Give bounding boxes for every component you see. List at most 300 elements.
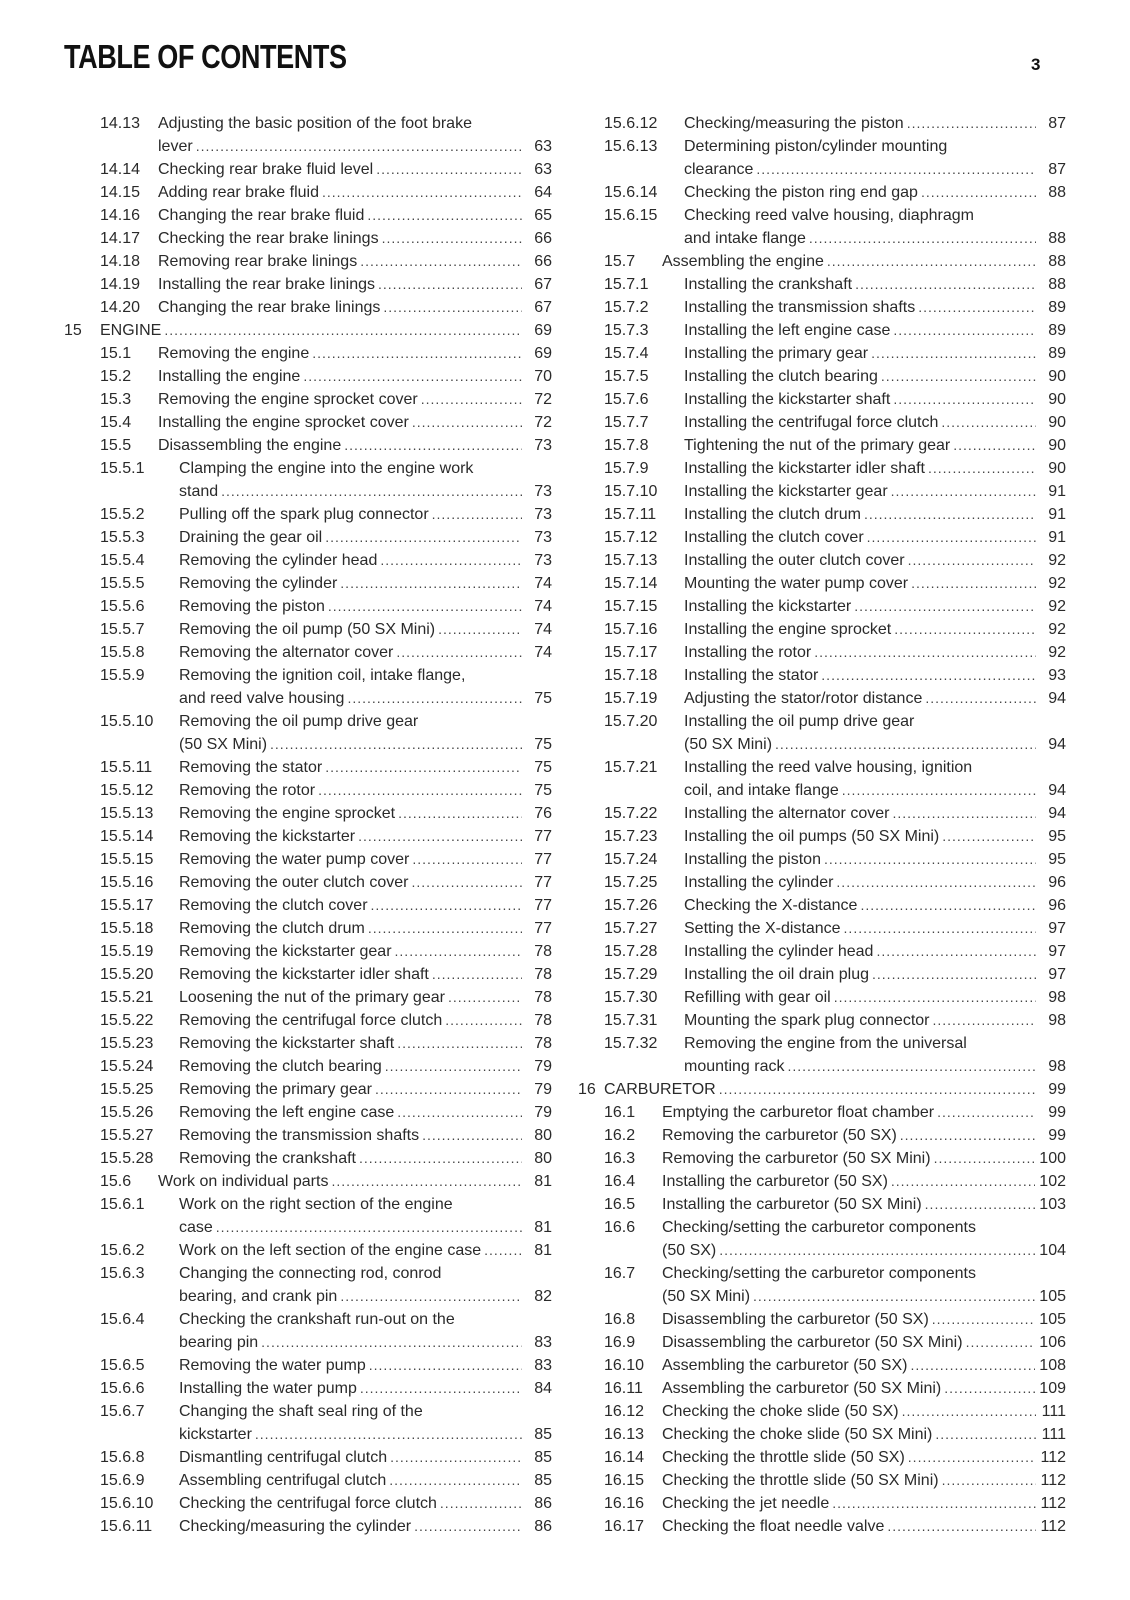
entry-title: Changing the rear brake linings [158, 299, 381, 316]
page-ref[interactable]: 112 [1040, 1495, 1066, 1512]
page-ref[interactable]: 89 [1048, 299, 1066, 316]
dot-leader [360, 250, 522, 273]
toc-entry[interactable] [578, 1515, 1066, 1538]
page-ref[interactable]: 98 [1048, 1058, 1066, 1075]
toc-entry[interactable] [578, 250, 1066, 273]
page-ref[interactable]: 103 [1039, 1196, 1066, 1213]
toc-entry[interactable] [64, 388, 552, 411]
dot-leader [908, 549, 1036, 572]
section-number: 15.7.2 [604, 299, 649, 316]
toc-entry[interactable] [578, 273, 1066, 296]
page-ref[interactable]: 85 [534, 1426, 552, 1443]
toc-entry[interactable] [64, 1078, 552, 1101]
toc-entry[interactable] [578, 963, 1066, 986]
toc-entry[interactable] [578, 894, 1066, 917]
dot-leader [312, 342, 522, 365]
toc-entry[interactable] [578, 1423, 1066, 1446]
toc-entry[interactable] [578, 756, 1066, 802]
toc-entry[interactable] [578, 112, 1066, 135]
page-ref[interactable]: 75 [534, 782, 552, 799]
entry-title: Checking the choke slide (50 SX Mini) [662, 1426, 933, 1443]
toc-entry[interactable] [64, 963, 552, 986]
page-ref[interactable]: 86 [534, 1518, 552, 1535]
page-ref[interactable]: 72 [534, 391, 552, 408]
toc-entry[interactable] [578, 434, 1066, 457]
toc-entry[interactable] [578, 1400, 1066, 1423]
entry-title: Checking/measuring the piston [684, 115, 904, 132]
toc-entry[interactable] [64, 1308, 552, 1354]
page-ref[interactable]: 92 [1048, 644, 1066, 661]
page-ref[interactable]: 85 [534, 1449, 552, 1466]
section-number: 15.7.17 [604, 644, 658, 661]
page-ref[interactable]: 92 [1048, 552, 1066, 569]
page-ref[interactable]: 94 [1048, 805, 1066, 822]
page-ref[interactable]: 108 [1039, 1357, 1066, 1374]
section-number: 15.7.7 [604, 414, 649, 431]
entry-title: Checking/setting the carburetor components [662, 1265, 976, 1282]
page-ref[interactable]: 80 [534, 1150, 552, 1167]
page-ref[interactable]: 76 [534, 805, 552, 822]
dot-leader [756, 158, 1036, 181]
entry-title: (50 SX Mini) [662, 1288, 751, 1305]
page-ref[interactable]: 69 [534, 322, 552, 339]
toc-entry[interactable] [578, 572, 1066, 595]
entry-title: Disassembling the engine [158, 437, 342, 454]
page-ref[interactable]: 64 [534, 184, 552, 201]
entry-title: Assembling centrifugal clutch [179, 1472, 387, 1489]
section-number: 15.7.20 [604, 713, 658, 730]
page-ref[interactable]: 80 [534, 1127, 552, 1144]
page-ref[interactable]: 95 [1048, 828, 1066, 845]
toc-entry[interactable] [578, 618, 1066, 641]
page-ref[interactable]: 77 [534, 874, 552, 891]
dot-leader [867, 526, 1036, 549]
dot-leader [432, 963, 522, 986]
toc-entry[interactable] [578, 1193, 1066, 1216]
page-ref[interactable]: 74 [534, 644, 552, 661]
toc-entry[interactable] [578, 664, 1066, 687]
page-ref[interactable]: 90 [1048, 437, 1066, 454]
dot-leader [824, 848, 1036, 871]
toc-entry[interactable] [578, 1262, 1066, 1308]
page-ref[interactable]: 88 [1048, 230, 1066, 247]
dot-leader [375, 1078, 522, 1101]
page-ref[interactable]: 77 [534, 851, 552, 868]
toc-entry[interactable] [64, 940, 552, 963]
page-ref[interactable]: 112 [1040, 1518, 1066, 1535]
page-ref[interactable]: 109 [1039, 1380, 1066, 1397]
toc-entry[interactable] [64, 503, 552, 526]
toc-entry[interactable] [578, 1101, 1066, 1124]
dot-leader [359, 1147, 522, 1170]
entry-title: Installing the oil pump drive gear [684, 713, 915, 730]
section-number: 16.10 [604, 1357, 645, 1374]
toc-entry[interactable] [64, 1469, 552, 1492]
toc-entry[interactable] [64, 641, 552, 664]
toc-entry[interactable] [64, 273, 552, 296]
page-ref[interactable]: 82 [534, 1288, 552, 1305]
page-ref[interactable]: 79 [534, 1104, 552, 1121]
page-ref[interactable]: 94 [1048, 736, 1066, 753]
toc-entry[interactable] [578, 319, 1066, 342]
page-ref[interactable]: 74 [534, 598, 552, 615]
toc-entry[interactable] [578, 388, 1066, 411]
section-number: 15.5.28 [100, 1150, 154, 1167]
section-number: 15.6.6 [100, 1380, 145, 1397]
page-ref[interactable]: 79 [534, 1081, 552, 1098]
page-ref[interactable]: 90 [1048, 391, 1066, 408]
page-ref[interactable]: 67 [534, 299, 552, 316]
toc-entry[interactable] [578, 986, 1066, 1009]
page-ref[interactable]: 98 [1048, 1012, 1066, 1029]
page-ref[interactable]: 104 [1039, 1242, 1066, 1259]
section-number: 15.7.10 [604, 483, 658, 500]
page-ref[interactable]: 95 [1048, 851, 1066, 868]
page-ref[interactable]: 85 [534, 1472, 552, 1489]
toc-entry[interactable] [578, 1124, 1066, 1147]
page-ref[interactable]: 111 [1041, 1403, 1066, 1420]
toc-entry[interactable] [578, 296, 1066, 319]
page-ref[interactable]: 66 [534, 253, 552, 270]
toc-entry[interactable] [64, 1193, 552, 1239]
page-ref[interactable]: 89 [1048, 345, 1066, 362]
toc-entry[interactable] [578, 1469, 1066, 1492]
page-ref[interactable]: 102 [1039, 1173, 1066, 1190]
page-ref[interactable]: 81 [534, 1219, 552, 1236]
page-ref[interactable]: 73 [534, 552, 552, 569]
dot-leader [412, 848, 522, 871]
toc-entry[interactable] [64, 1147, 552, 1170]
entry-title: Installing the stator [684, 667, 819, 684]
dot-leader [891, 1170, 1035, 1193]
page-ref[interactable]: 90 [1048, 460, 1066, 477]
page-ref[interactable]: 99 [1048, 1104, 1066, 1121]
toc-entry[interactable] [64, 894, 552, 917]
section-number: 15.4 [100, 414, 132, 431]
toc-entry[interactable] [578, 1009, 1066, 1032]
dot-leader [325, 526, 522, 549]
toc-entry[interactable] [64, 871, 552, 894]
section-number: 15.5.12 [100, 782, 154, 799]
page-ref[interactable]: 88 [1048, 253, 1066, 270]
toc-entry[interactable] [64, 1170, 552, 1193]
toc-entry[interactable] [578, 1331, 1066, 1354]
section-number: 15.5.11 [100, 759, 153, 776]
page-ref[interactable]: 112 [1040, 1449, 1066, 1466]
page-ref[interactable]: 96 [1048, 874, 1066, 891]
entry-title: Installing the engine sprocket [684, 621, 892, 638]
toc-entry[interactable] [64, 595, 552, 618]
page-ref[interactable]: 112 [1040, 1472, 1066, 1489]
page-ref[interactable]: 75 [534, 736, 552, 753]
dot-leader [925, 1193, 1036, 1216]
toc-chapter-entry[interactable] [64, 319, 552, 342]
toc-entry[interactable] [64, 457, 552, 503]
toc-entry[interactable] [578, 848, 1066, 871]
toc-entry[interactable] [64, 917, 552, 940]
page-ref[interactable]: 83 [534, 1357, 552, 1374]
page-ref[interactable]: 91 [1048, 483, 1066, 500]
section-number: 16.4 [604, 1173, 636, 1190]
toc-entry[interactable] [64, 618, 552, 641]
toc-entry[interactable] [64, 112, 552, 158]
entry-title: Assembling the engine [662, 253, 824, 270]
toc-entry[interactable] [578, 1354, 1066, 1377]
entry-title: Removing the carburetor (50 SX) [662, 1127, 897, 1144]
page-ref[interactable]: 77 [534, 920, 552, 937]
toc-column-left [64, 112, 552, 1538]
page-ref[interactable]: 74 [534, 621, 552, 638]
section-number: 16.15 [604, 1472, 645, 1489]
page-ref[interactable]: 91 [1048, 529, 1066, 546]
toc-entry[interactable] [64, 1055, 552, 1078]
dot-leader [371, 894, 522, 917]
toc-entry[interactable] [64, 342, 552, 365]
toc-entry[interactable] [64, 1239, 552, 1262]
page-ref[interactable]: 111 [1041, 1426, 1066, 1443]
page-ref[interactable]: 63 [534, 138, 552, 155]
page-ref[interactable]: 70 [534, 368, 552, 385]
page-ref[interactable]: 100 [1039, 1150, 1066, 1167]
section-number: 16.9 [604, 1334, 636, 1351]
page-ref[interactable]: 72 [534, 414, 552, 431]
page-ref[interactable]: 75 [534, 690, 552, 707]
entry-title: bearing pin [179, 1334, 259, 1351]
toc-entry[interactable] [64, 825, 552, 848]
dot-leader [340, 1285, 522, 1308]
toc-entry[interactable] [578, 1377, 1066, 1400]
page-ref[interactable]: 73 [534, 483, 552, 500]
toc-entry[interactable] [64, 1032, 552, 1055]
toc-entry[interactable] [578, 181, 1066, 204]
section-number: 15.7.13 [604, 552, 658, 569]
toc-entry[interactable] [578, 871, 1066, 894]
page-ref[interactable]: 99 [1048, 1081, 1066, 1098]
entry-title: Installing the centrifugal force clutch [684, 414, 939, 431]
page-ref[interactable]: 69 [534, 345, 552, 362]
toc-entry[interactable] [64, 1354, 552, 1377]
toc-chapter-entry[interactable] [578, 1078, 1066, 1101]
page-ref[interactable]: 83 [534, 1334, 552, 1351]
toc-entry[interactable] [578, 1446, 1066, 1469]
entry-title: Loosening the nut of the primary gear [179, 989, 445, 1006]
toc-entry[interactable] [64, 1009, 552, 1032]
toc-entry[interactable] [578, 595, 1066, 618]
page-ref[interactable]: 88 [1048, 184, 1066, 201]
page-ref[interactable]: 94 [1048, 782, 1066, 799]
page-ref[interactable]: 77 [534, 828, 552, 845]
toc-entry[interactable] [64, 181, 552, 204]
toc-entry[interactable] [64, 434, 552, 457]
dot-leader [270, 733, 522, 756]
section-number: 16.11 [604, 1380, 643, 1397]
dot-leader [860, 894, 1036, 917]
toc-entry[interactable] [578, 365, 1066, 388]
page-ref[interactable]: 81 [534, 1173, 552, 1190]
page-ref[interactable]: 81 [534, 1242, 552, 1259]
toc-entry[interactable] [64, 1400, 552, 1446]
page-ref[interactable]: 84 [534, 1380, 552, 1397]
section-number: 15 [64, 322, 82, 339]
toc-entry[interactable] [578, 940, 1066, 963]
toc-entry[interactable] [64, 365, 552, 388]
toc-entry[interactable] [64, 1492, 552, 1515]
page-ref[interactable]: 90 [1048, 368, 1066, 385]
dot-leader [380, 549, 522, 572]
dot-leader [872, 963, 1036, 986]
toc-entry[interactable] [64, 756, 552, 779]
toc-entry[interactable] [64, 572, 552, 595]
page-ref[interactable]: 105 [1039, 1311, 1066, 1328]
toc-entry[interactable] [64, 1262, 552, 1308]
toc-entry[interactable] [578, 204, 1066, 250]
toc-entry[interactable] [578, 825, 1066, 848]
toc-entry[interactable] [578, 917, 1066, 940]
toc-entry[interactable] [64, 250, 552, 273]
page-ref[interactable]: 94 [1048, 690, 1066, 707]
page-ref[interactable]: 97 [1048, 943, 1066, 960]
toc-entry[interactable] [64, 1515, 552, 1538]
entry-title: Removing the water pump cover [179, 851, 410, 868]
entry-title: Removing the centrifugal force clutch [179, 1012, 443, 1029]
page-ref[interactable]: 89 [1048, 322, 1066, 339]
page-ref[interactable]: 73 [534, 529, 552, 546]
page-ref[interactable]: 65 [534, 207, 552, 224]
dot-leader [164, 319, 522, 342]
toc-entry[interactable] [578, 503, 1066, 526]
page-ref[interactable]: 92 [1048, 598, 1066, 615]
page-ref[interactable]: 105 [1039, 1288, 1066, 1305]
page-ref[interactable]: 93 [1048, 667, 1066, 684]
entry-title: Removing the left engine case [179, 1104, 395, 1121]
toc-entry[interactable] [64, 986, 552, 1009]
dot-leader [396, 641, 522, 664]
dot-leader [892, 802, 1036, 825]
toc-entry[interactable] [578, 1032, 1066, 1078]
page-ref[interactable]: 63 [534, 161, 552, 178]
entry-title: Removing the stator [179, 759, 323, 776]
dot-leader [325, 756, 522, 779]
entry-title: kickstarter [179, 1426, 252, 1443]
section-number: 14.17 [100, 230, 141, 247]
toc-entry[interactable] [578, 1216, 1066, 1262]
page-ref[interactable]: 73 [534, 506, 552, 523]
page-ref[interactable]: 74 [534, 575, 552, 592]
page-ref[interactable]: 106 [1039, 1334, 1066, 1351]
toc-entry[interactable] [578, 342, 1066, 365]
section-number: 14.20 [100, 299, 141, 316]
page-ref[interactable]: 87 [1048, 161, 1066, 178]
page-ref[interactable]: 90 [1048, 414, 1066, 431]
toc-entry[interactable] [578, 1147, 1066, 1170]
page-ref[interactable]: 78 [534, 966, 552, 983]
section-number: 15.5.5 [100, 575, 145, 592]
page-ref[interactable]: 78 [534, 1012, 552, 1029]
toc-entry[interactable] [578, 687, 1066, 710]
toc-entry[interactable] [64, 710, 552, 756]
dot-leader [216, 1216, 522, 1239]
page-ref[interactable]: 73 [534, 437, 552, 454]
page-ref[interactable]: 96 [1048, 897, 1066, 914]
page-ref[interactable]: 87 [1048, 115, 1066, 132]
toc-entry[interactable] [578, 480, 1066, 503]
toc-entry[interactable] [64, 779, 552, 802]
page-ref[interactable]: 79 [534, 1058, 552, 1075]
toc-entry[interactable] [578, 135, 1066, 181]
dot-leader [876, 940, 1036, 963]
dot-leader [928, 457, 1036, 480]
dot-leader [390, 1446, 522, 1469]
toc-entry[interactable] [64, 664, 552, 710]
page-ref[interactable]: 91 [1048, 506, 1066, 523]
entry-title: Dismantling centrifugal clutch [179, 1449, 388, 1466]
section-number: 15.6.1 [100, 1196, 145, 1213]
toc-entry[interactable] [578, 457, 1066, 480]
section-number: 15.5.14 [100, 828, 154, 845]
toc-entry[interactable] [64, 411, 552, 434]
toc-entry[interactable] [578, 1170, 1066, 1193]
toc-entry[interactable] [64, 227, 552, 250]
dot-leader [395, 940, 522, 963]
toc-entry[interactable] [578, 411, 1066, 434]
entry-title: Checking rear brake fluid level [158, 161, 374, 178]
toc-entry[interactable] [64, 1446, 552, 1469]
dot-leader [844, 917, 1036, 940]
page-ref[interactable]: 97 [1048, 966, 1066, 983]
page-ref[interactable]: 78 [534, 943, 552, 960]
page-ref[interactable]: 92 [1048, 575, 1066, 592]
toc-entry[interactable] [64, 1101, 552, 1124]
toc-entry[interactable] [64, 848, 552, 871]
toc-entry[interactable] [64, 1124, 552, 1147]
toc-entry[interactable] [64, 204, 552, 227]
page-ref[interactable]: 86 [534, 1495, 552, 1512]
page-ref[interactable]: 78 [534, 1035, 552, 1052]
toc-entry[interactable] [578, 526, 1066, 549]
entry-title: Removing the engine from the universal [684, 1035, 967, 1052]
toc-entry[interactable] [64, 158, 552, 181]
toc-entry[interactable] [578, 549, 1066, 572]
entry-title: Installing the left engine case [684, 322, 891, 339]
dot-leader [389, 1469, 522, 1492]
page-ref[interactable]: 78 [534, 989, 552, 1006]
toc-entry[interactable] [64, 526, 552, 549]
toc-entry[interactable] [64, 296, 552, 319]
section-number: 15.6.9 [100, 1472, 145, 1489]
entry-title: Disassembling the carburetor (50 SX Mini) [662, 1334, 963, 1351]
dot-leader [910, 1354, 1035, 1377]
toc-entry[interactable] [578, 1492, 1066, 1515]
page-ref[interactable]: 92 [1048, 621, 1066, 638]
toc-entry[interactable] [578, 641, 1066, 664]
toc-entry[interactable] [64, 549, 552, 572]
page-ref[interactable]: 97 [1048, 920, 1066, 937]
page-ref[interactable]: 77 [534, 897, 552, 914]
page-ref[interactable]: 88 [1048, 276, 1066, 293]
toc-entry[interactable] [578, 710, 1066, 756]
dot-leader [422, 1124, 522, 1147]
entry-title: Changing the connecting rod, conrod [179, 1265, 442, 1282]
page-ref[interactable]: 99 [1048, 1127, 1066, 1144]
toc-entry[interactable] [64, 802, 552, 825]
toc-entry[interactable] [578, 1308, 1066, 1331]
page-ref[interactable]: 98 [1048, 989, 1066, 1006]
page-ref[interactable]: 66 [534, 230, 552, 247]
page-ref[interactable]: 67 [534, 276, 552, 293]
toc-entry[interactable] [578, 802, 1066, 825]
toc-entry[interactable] [64, 1377, 552, 1400]
page-ref[interactable]: 75 [534, 759, 552, 776]
